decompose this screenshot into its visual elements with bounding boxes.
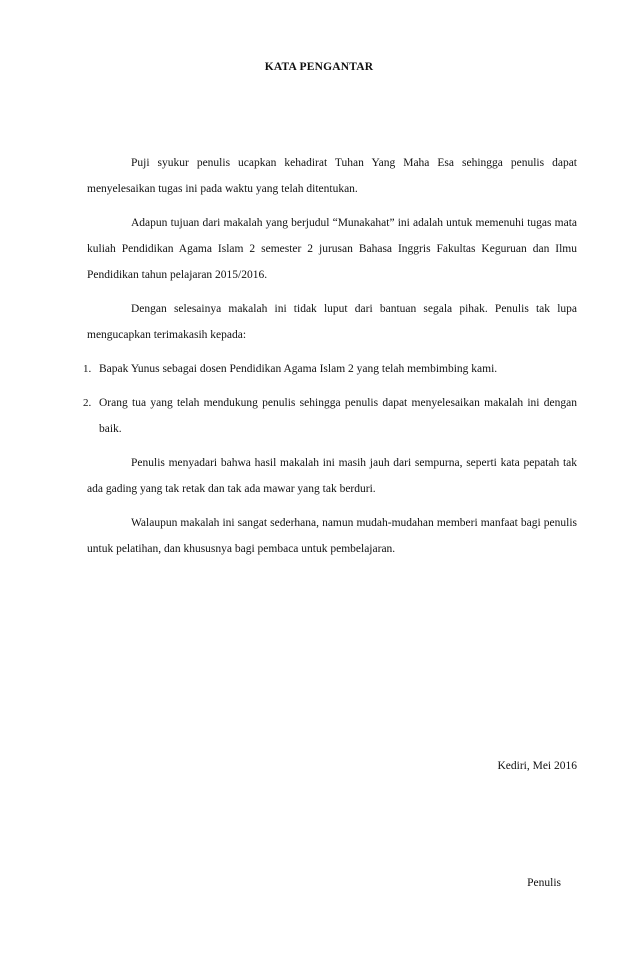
author-signature: Penulis [527, 877, 561, 889]
paragraph-purpose: Adapun tujuan dari makalah yang berjudul “Munakahat” ini adalah untuk memenuhi tugas mata kuliah Pendidikan Agama Islam 2 semester 2 jurusan Bahasa Inggris Fakultas Keguruan dan Ilmu Pendidikan tahun pelajaran 2015/2016. [87, 217, 577, 281]
page-title: KATA PENGANTAR [264, 61, 374, 73]
place-date: Kediri, Mei 2016 [497, 760, 577, 772]
document-body [83, 150, 577, 570]
paragraph-gratitude: Puji syukur penulis ucapkan kehadirat Tuhan Yang Maha Esa sehingga penulis dapat menyelesaikan tugas ini pada waktu yang telah ditentukan. [87, 157, 577, 195]
list-item-number: 2. [83, 397, 92, 409]
list-item-text: Orang tua yang telah mendukung penulis sehingga penulis dapat menyelesaikan makalah ini dengan baik. [99, 397, 577, 435]
list-item-text: Bapak Yunus sebagai dosen Pendidikan Agama Islam 2 yang telah membimbing kami. [99, 363, 498, 375]
list-item-number: 1. [83, 363, 92, 375]
paragraph-imperfection: Penulis menyadari bahwa hasil makalah ini masih jauh dari sempurna, seperti kata pepatah tak ada gading yang tak retak dan tak ada mawar yang tak berduri. [87, 457, 577, 495]
paragraph-thanks-intro: Dengan selesainya makalah ini tidak luput dari bantuan segala pihak. Penulis tak lupa mengucapkan terimakasih kepada: [87, 303, 577, 341]
list-item [83, 356, 577, 382]
list-item [83, 390, 577, 442]
paragraph-benefit: Walaupun makalah ini sangat sederhana, namun mudah-mudahan memberi manfaat bagi penulis untuk pelatihan, dan khususnya bagi pembaca untuk pembelajaran. [87, 517, 577, 555]
thanks-list [83, 356, 577, 442]
